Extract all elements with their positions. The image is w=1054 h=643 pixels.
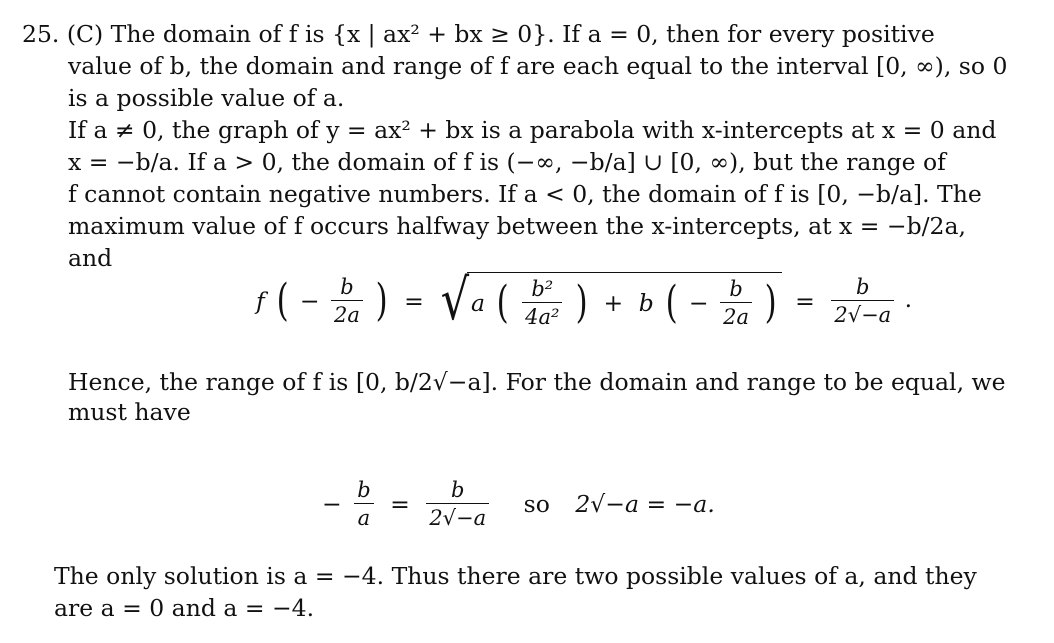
eq1-frac3-den: 2a <box>720 302 752 329</box>
eq2-tail: 2√−a = −a. <box>575 490 715 518</box>
eq1-b: b <box>638 289 654 317</box>
eq2-rhs-den: 2√−a <box>426 503 489 530</box>
eq1-inner-lparen-2: ( <box>665 277 678 328</box>
solution-line-10 <box>68 396 191 428</box>
solution-line-9 <box>68 366 1006 398</box>
eq2-equals: = <box>390 490 410 518</box>
eq1-plus: + <box>603 289 624 317</box>
display-equation-1 <box>256 267 913 333</box>
solution-line-7 <box>68 210 966 242</box>
solution-line-1 <box>22 18 986 50</box>
eq1-equals-2: = <box>795 286 815 315</box>
eq2-lhs-num: b <box>357 478 371 502</box>
eq2-lhs-den: a <box>354 503 373 530</box>
eq1-frac-result <box>831 275 894 327</box>
eq1-minus-2: − <box>688 289 709 317</box>
eq1-f: f <box>256 286 265 315</box>
eq1-radicand <box>467 272 782 329</box>
text-line-5: x = −b/a. If a > 0, the domain of f is (−∞, −b/a] ∪ [0, ∞), but the range of <box>68 148 946 176</box>
solution-line-2 <box>68 50 1007 82</box>
problem-number: 25. <box>22 20 60 48</box>
text-line-9: Hence, the range of f is [0, b/2√−a]. For the domain and range to be equal, we <box>68 368 1006 396</box>
solution-line-11 <box>54 560 977 592</box>
solution-line-12 <box>54 592 314 624</box>
eq1-sqrt <box>437 267 781 333</box>
text-line-12: are a = 0 and a = −4. <box>54 594 315 622</box>
solution-line-5 <box>68 146 946 178</box>
eq2-rhs-frac <box>426 478 489 530</box>
solution-line-8 <box>68 242 112 274</box>
display-equation-2 <box>322 478 715 530</box>
eq1-frac-b-2a <box>331 275 363 327</box>
eq2-minus: − <box>322 490 342 518</box>
eq1-result-num: b <box>856 274 870 299</box>
text-line-3: is a possible value of a. <box>68 84 345 112</box>
text-line-10: must have <box>68 398 191 426</box>
eq1-minus: − <box>299 286 320 315</box>
eq1-frac-b2-4a2 <box>522 277 562 329</box>
eq2-lhs-frac <box>354 478 373 530</box>
eq1-equals-1: = <box>404 286 424 315</box>
text-line-1: The domain of f is {x | ax² + bx ≥ 0}. If a = 0, then for every positive <box>110 20 935 48</box>
eq1-frac-num: b <box>340 274 354 299</box>
eq1-frac-b-2a-2 <box>720 277 752 329</box>
solution-line-6 <box>68 178 982 210</box>
answer-choice: (C) <box>66 20 104 48</box>
eq1-a: a <box>470 289 485 317</box>
eq1-frac2-den: 4a² <box>522 302 562 329</box>
eq1-result-den: 2√−a <box>831 300 894 327</box>
eq1-inner-rparen-2: ) <box>765 277 778 328</box>
text-line-11: The only solution is a = −4. Thus there are two possible values of a, and they <box>54 562 977 590</box>
eq2-rhs-num: b <box>451 478 465 502</box>
text-line-6: f cannot contain negative numbers. If a < 0, the domain of f is [0, −b/a]. The <box>68 180 982 208</box>
text-line-7: maximum value of f occurs halfway between the x-intercepts, at x = −b/2a, <box>68 212 966 240</box>
eq1-inner-rparen: ) <box>575 277 588 328</box>
solution-line-4 <box>68 114 996 146</box>
text-line-8: and <box>68 244 113 272</box>
eq1-inner-lparen: ( <box>497 277 510 328</box>
eq1-lparen: ( <box>276 274 289 326</box>
sqrt-sign-icon: √ <box>440 267 470 333</box>
eq1-frac3-num: b <box>729 277 743 301</box>
solution-line-3 <box>68 82 344 114</box>
eq2-so: so <box>523 490 550 518</box>
eq1-rparen: ) <box>375 274 389 326</box>
eq1-frac2-num: b² <box>531 277 554 301</box>
eq1-period: . <box>904 285 913 313</box>
text-line-2: value of b, the domain and range of f are each equal to the interval [0, ∞), so 0 <box>68 52 1008 80</box>
eq1-frac-den: 2a <box>331 300 363 327</box>
text-line-4: If a ≠ 0, the graph of y = ax² + bx is a parabola with x-intercepts at x = 0 and <box>68 116 997 144</box>
